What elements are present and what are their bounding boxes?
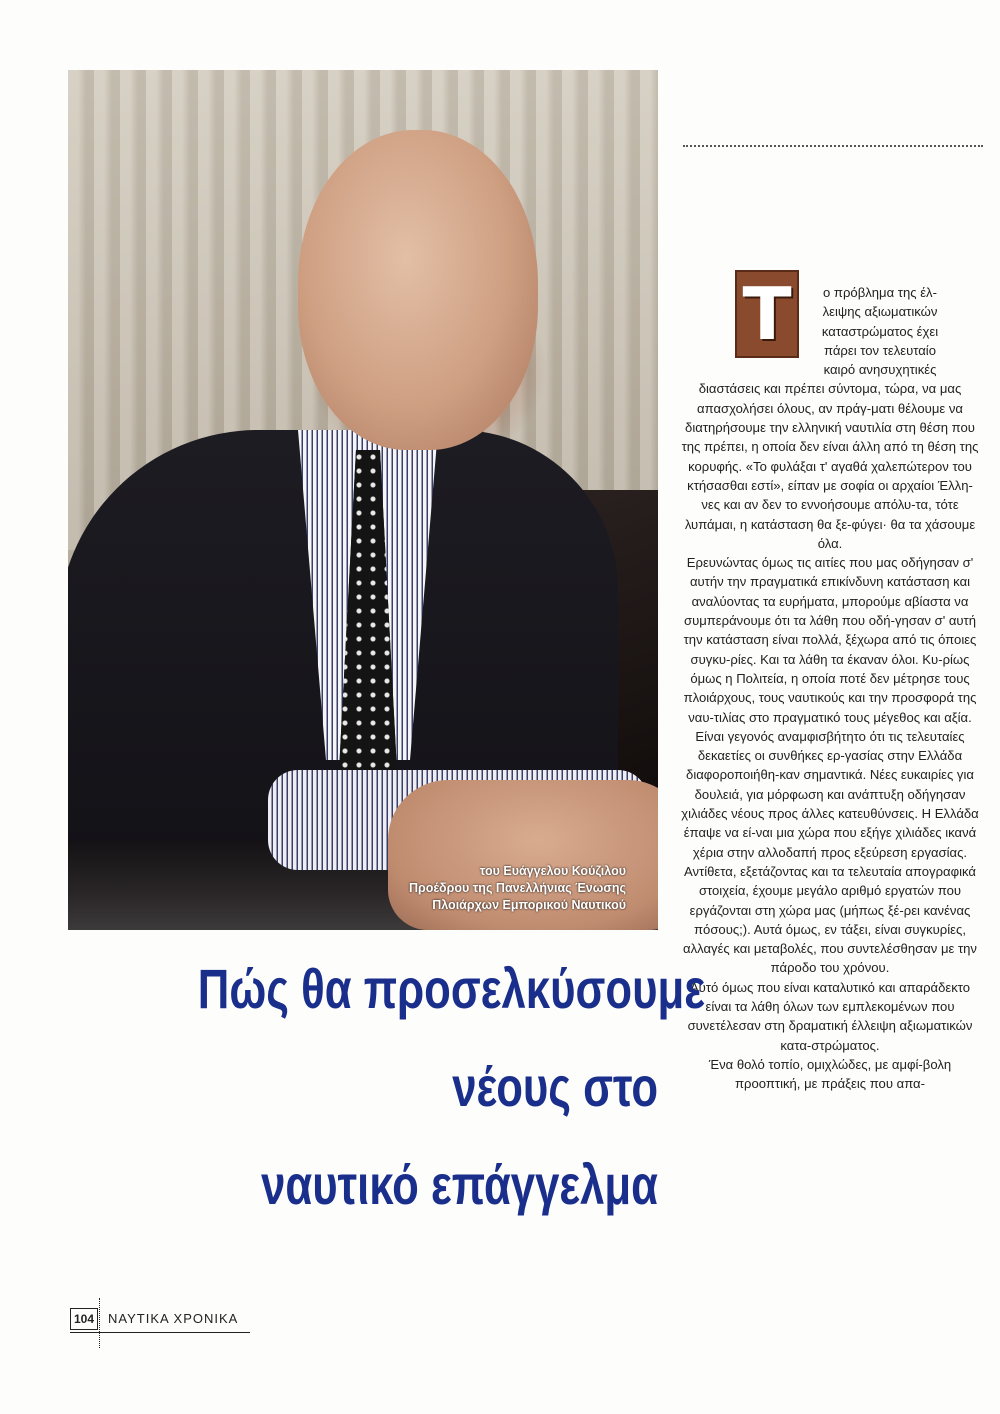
article-headline	[197, 940, 705, 1234]
footer-dotted-rule	[99, 1298, 100, 1348]
magazine-title: ΝΑΥΤΙΚΑ ΧΡΟΝΙΚΑ	[108, 1311, 239, 1326]
caption-organization: Πλοιάρχων Εμπορικού Ναυτικού	[432, 898, 626, 912]
dotted-divider	[683, 145, 983, 147]
article-paragraph: Αυτό όμως που είναι καταλυτικό και απαράδεκτο είναι τα λάθη όλων των εμπλεκομένων που συνετέλεσαν στη δραματική έλλειψη αξιωματικών κατα-στρώματος.	[687, 979, 973, 1053]
lead-line: καταστρώματος έχει	[821, 323, 939, 339]
portrait-photo	[68, 70, 658, 930]
headline-line: νέους στο	[452, 1055, 658, 1118]
page-number: 104	[70, 1308, 98, 1330]
article-paragraph: Ένα θολό τοπίο, ομιχλώδες, με αμφί-βολη προοπτική, με πράξεις που απα-	[708, 1056, 952, 1092]
caption-role: Προέδρου της Πανελλήνιας Ένωσης	[409, 881, 626, 895]
lead-line: καιρό ανησυχητικές	[823, 362, 937, 378]
photo-caption	[409, 863, 626, 914]
headline-line: Πώς θα προσελκύσουμε	[197, 957, 705, 1020]
lead-line: λειψης αξιωματικών	[822, 304, 938, 320]
article-paragraph: διαστάσεις και πρέπει σύντομα, τώρα, να μας απασχολήσει όλους, αν πράγ-ματι θέλουμε να διατηρήσουμε την ελληνική ναυτιλία στη θέση που της πρέπει, η οποία δεν είναι άλλη από τη θέση της κορυφής. «Το φυλάξαι τ' αγαθά χαλεπώτερον του κτήσασθαι εστί», είπαν με σοφία οι αρχαίοι Έλλη-νες και αν δεν το εννοήσουμε απόλυ-τα, τότε λυπάμαι, η κατάσταση θα ξε-φύγει· θα τα χάσουμε όλα.	[681, 381, 979, 551]
article-paragraph: Είναι γεγονός αναμφισβήτητο ότι τις τελευταίες δεκαετίες οι συνθήκες ερ-γασίας στην Ελλάδα διαφοροποιήθη-καν σημαντικά. Νέες ευκαιρίες για δουλειά, για μόρφωση και ανάπτυξη οδήγησαν χιλιάδες νέους προς άλλες κατευθύνσεις. Η Ελλάδα έπαψε να εί-ναι μια χώρα που εξήγε χιλιάδες ικανά χέρια στην αλλοδαπή προς εξεύρεση εργασίας. Αντίθετα, εξετάζοντας και τα τελευταία απογραφικά στοιχεία, έχουμε μεγάλο αριθμό εργατών που εργάζονται στη χώρα μας (μήπως ξέ-ρει κανένας πόσους;). Αυτά όμως, εν τάξει, είναι συγκυρίες, αλλαγές και μεταβολές, που συντελέσθησαν με την πάροδο του χρόνου.	[681, 728, 979, 976]
article-body	[680, 283, 980, 1093]
lead-line: ο πρόβλημα της έλ-	[823, 285, 937, 300]
caption-author: του Ευάγγελου Κούζιλου	[479, 864, 626, 878]
drop-cap-letter: Τ	[742, 272, 792, 356]
article-paragraph: Ερευνώντας όμως τις αιτίες που μας οδήγησαν σ' αυτήν την πραγματικά επικίνδυνη κατάσταση και αναλύοντας τα ευρήματα, μπορούμε αβίαστα να συμπεράνουμε ότι τα λάθη που οδή-γησαν σ' αυτή την κατάσταση είναι πολλά, ξέχωρα από τις όποιες συγκυ-ρίες. Και τα λάθη τα έκαναν όλοι. Κυ-ρίως όμως η Πολιτεία, η οποία ποτέ δεν μέτρησε τους πλοιάρχους, τους ναυτικούς και την προσφορά της ναυ-τιλίας στο πραγματικό τους μέγεθος και αξία.	[683, 555, 977, 725]
portrait-head	[298, 130, 538, 450]
lead-line: πάρει τον τελευταίο	[823, 342, 936, 358]
footer-rule	[70, 1332, 250, 1333]
headline-line: ναυτικό επάγγελμα	[261, 1153, 658, 1216]
